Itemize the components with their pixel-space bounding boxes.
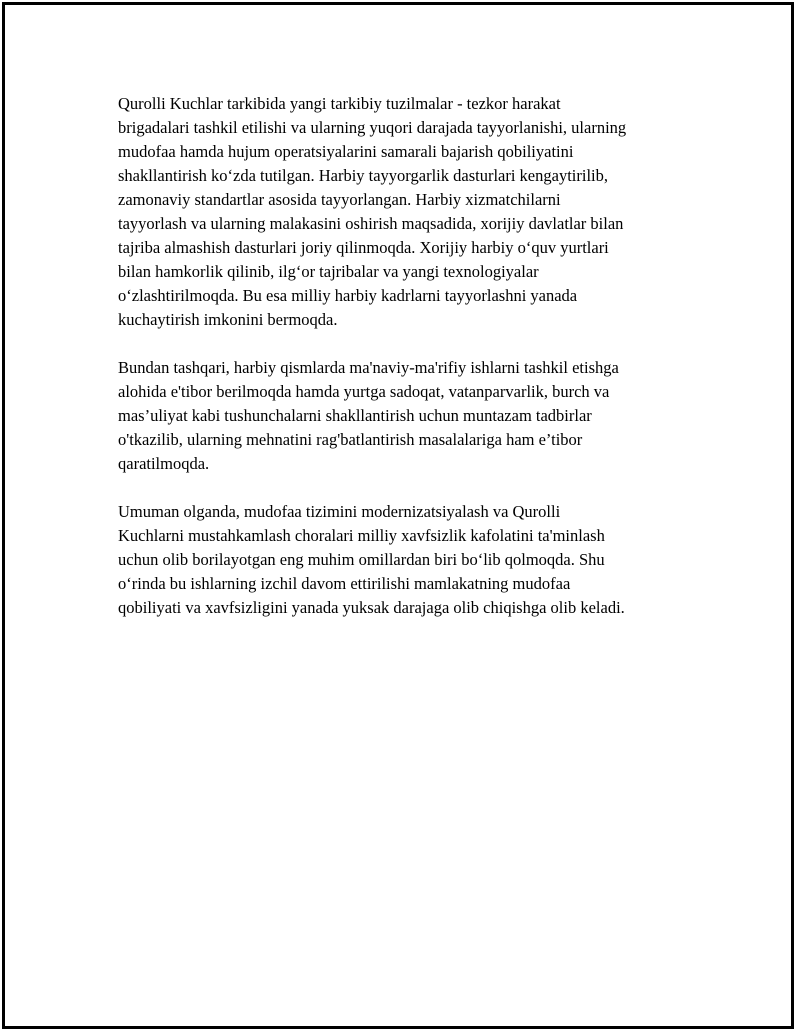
text-line: Qurolli Kuchlar tarkibida yangi tarkibiy tuzilmalar - tezkor harakat <box>118 94 561 113</box>
text-line: tajriba almashish dasturlari joriy qilinmoqda. Xorijiy harbiy o‘quv yurtlari <box>118 238 609 257</box>
paragraph-3 <box>118 500 698 620</box>
text-line: tayyorlash va ularning malakasini oshirish maqsadida, xorijiy davlatlar bilan <box>118 214 624 233</box>
text-line: qobiliyati va xavfsizligini yanada yuksak darajaga olib chiqishga olib keladi. <box>118 598 625 617</box>
paragraph-1 <box>118 92 698 332</box>
text-line: shakllantirish ko‘zda tutilgan. Harbiy tayyorgarlik dasturlari kengaytirilib, <box>118 166 608 185</box>
text-line: qaratilmoqda. <box>118 454 210 473</box>
text-line: alohida e'tibor berilmoqda hamda yurtga sadoqat, vatanparvarlik, burch va <box>118 382 610 401</box>
text-line: Umuman olganda, mudofaa tizimini modernizatsiyalash va Qurolli <box>118 502 561 521</box>
text-line: uchun olib borilayotgan eng muhim omillardan biri bo‘lib qolmoqda. Shu <box>118 550 605 569</box>
text-line: bilan hamkorlik qilinib, ilg‘or tajribalar va yangi texnologiyalar <box>118 262 539 281</box>
text-line: o'tkazilib, ularning mehnatini rag'batlantirish masalalariga ham e’tibor <box>118 430 583 449</box>
text-line: mas’uliyat kabi tushunchalarni shakllantirish uchun muntazam tadbirlar <box>118 406 592 425</box>
text-line: zamonaviy standartlar asosida tayyorlangan. Harbiy xizmatchilarni <box>118 190 561 209</box>
text-line: o‘rinda bu ishlarning izchil davom ettirilishi mamlakatning mudofaa <box>118 574 571 593</box>
text-line: mudofaa hamda hujum operatsiyalarini samarali bajarish qobiliyatini <box>118 142 574 161</box>
text-line: Bundan tashqari, harbiy qismlarda ma'naviy-ma'rifiy ishlarni tashkil etishga <box>118 358 619 377</box>
text-line: o‘zlashtirilmoqda. Bu esa milliy harbiy kadrlarni tayyorlashni yanada <box>118 286 578 305</box>
text-line: kuchaytirish imkonini bermoqda. <box>118 310 338 329</box>
document-body <box>118 92 698 644</box>
text-line: Kuchlarni mustahkamlash choralari milliy xavfsizlik kafolatini ta'minlash <box>118 526 605 545</box>
text-line: brigadalari tashkil etilishi va ularning yuqori darajada tayyorlanishi, ularning <box>118 118 627 137</box>
paragraph-2 <box>118 356 698 476</box>
